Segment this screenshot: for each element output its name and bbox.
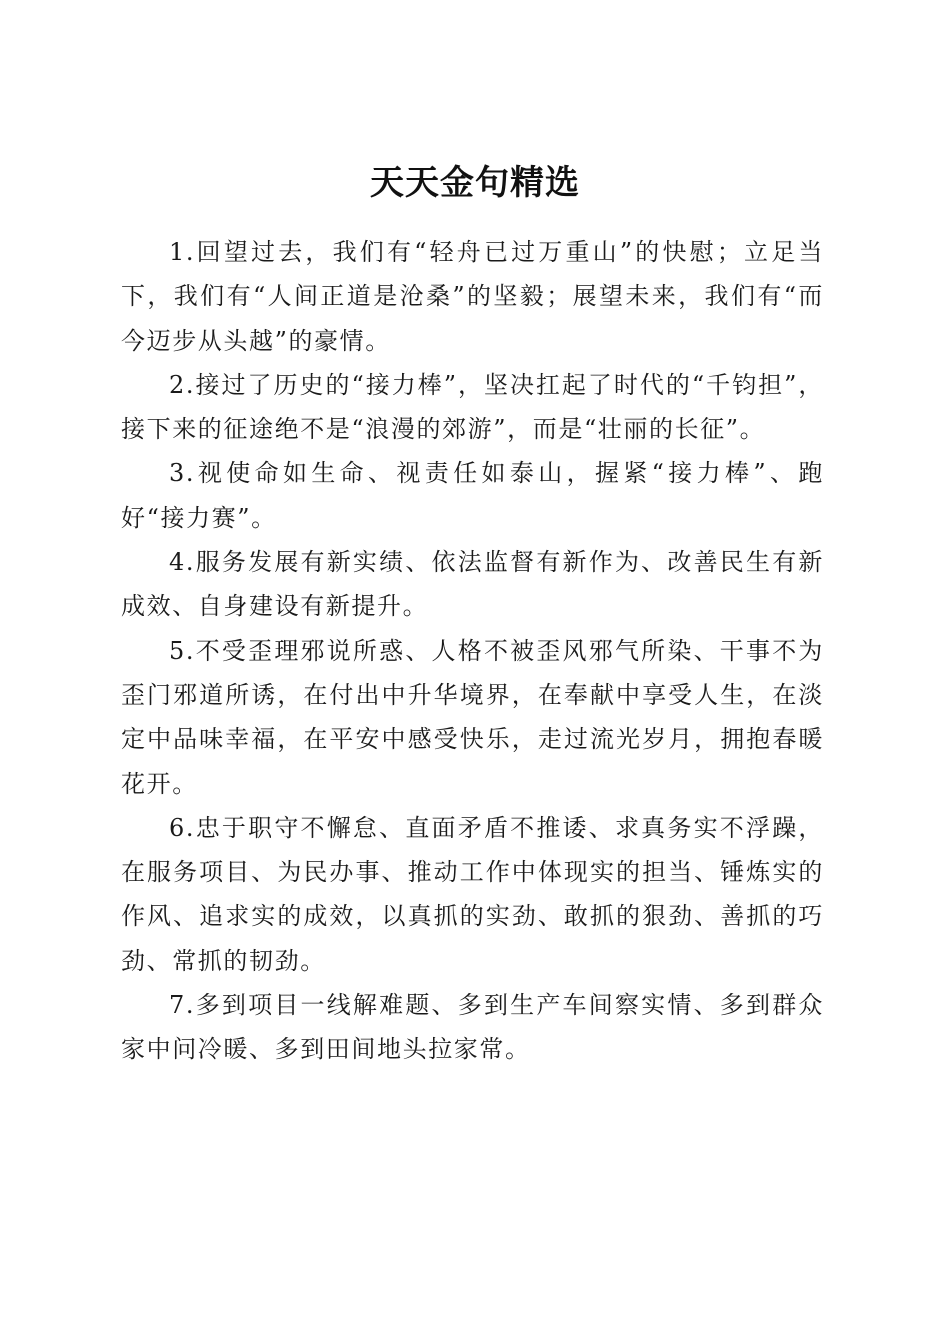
paragraph-7: 7.多到项目一线解难题、多到生产车间察实情、多到群众家中问冷暖、多到田间地头拉家常。: [121, 991, 824, 1064]
document-title: 天天金句精选: [370, 162, 580, 203]
document-body: [121, 230, 824, 1072]
paragraph-3: 3.视使命如生命、视责任如泰山，握紧“接力棒”、跑好“接力赛”。: [121, 459, 824, 532]
paragraph-6: 6.忠于职守不懈怠、直面矛盾不推诿、求真务实不浮躁，在服务项目、为民办事、推动工作中体现实的担当、锤炼实的作风、追求实的成效，以真抓的实劲、敢抓的狠劲、善抓的巧劲、常抓的韧劲。: [121, 813, 824, 975]
paragraph-1: 1.回望过去，我们有“轻舟已过万重山”的快慰；立足当下，我们有“人间正道是沧桑”的坚毅；展望未来，我们有“而今迈步从头越”的豪情。: [121, 238, 824, 355]
paragraph-2: 2.接过了历史的“接力棒”，坚决扛起了时代的“千钧担”，接下来的征途绝不是“浪漫的郊游”，而是“壮丽的长征”。: [121, 370, 824, 444]
paragraph-4: 4.服务发展有新实绩、依法监督有新作为、改善民生有新成效、自身建设有新提升。: [121, 548, 824, 621]
paragraph-5: 5.不受歪理邪说所惑、人格不被歪风邪气所染、干事不为歪门邪道所诱，在付出中升华境界，在奉献中享受人生，在淡定中品味幸福，在平安中感受快乐，走过流光岁月，拥抱春暖花开。: [121, 636, 824, 798]
